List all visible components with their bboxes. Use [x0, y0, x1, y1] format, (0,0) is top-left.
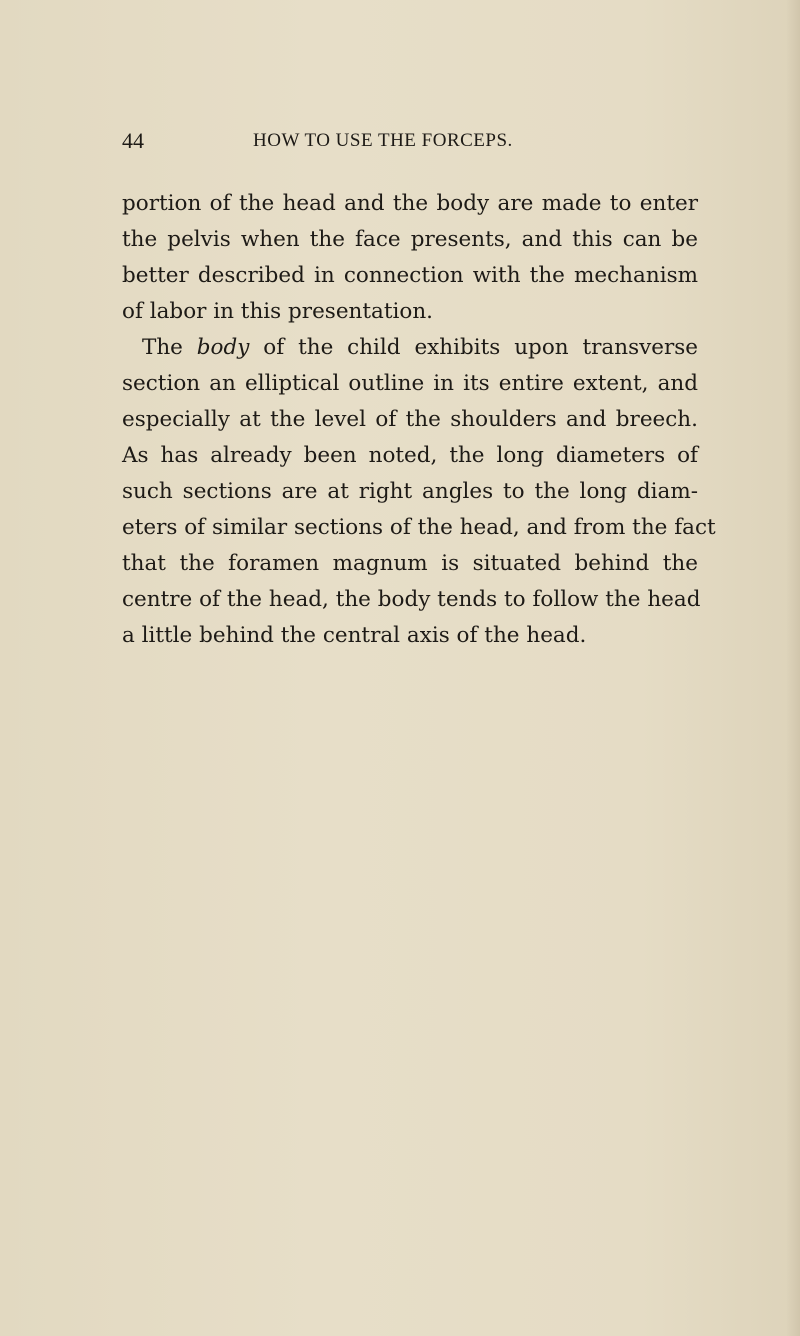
- body-text: [122, 186, 716, 654]
- text-line: a little behind the central axis of the head.: [122, 623, 587, 648]
- italic-word: body: [196, 335, 250, 360]
- text-line: that the foramen magnum is situated behind the: [122, 551, 698, 576]
- text-line: especially at the level of the shoulders and breech.: [122, 407, 698, 432]
- page-number: 44: [122, 128, 144, 153]
- running-head: [0, 128, 800, 162]
- page-edge-shadow: [786, 0, 800, 1336]
- text-line: eters of similar sections of the head, and from the fact: [122, 515, 716, 540]
- text-line: of labor in this presentation.: [122, 299, 434, 324]
- line-end: of the child exhibits upon transverse: [249, 335, 699, 360]
- text-line: such sections are at right angles to the long diam-: [122, 479, 698, 504]
- line-start: The: [142, 335, 197, 360]
- text-line: the pelvis when the face presents, and this can be: [122, 227, 698, 252]
- text-line: centre of the head, the body tends to follow the head: [122, 587, 701, 612]
- text-line: section an elliptical outline in its entire extent, and: [122, 371, 698, 396]
- text-line: As has already been noted, the long diameters of: [122, 443, 698, 468]
- text-line: portion of the head and the body are made to enter: [122, 191, 698, 216]
- text-line: better described in connection with the mechanism: [122, 263, 698, 288]
- running-head-title: HOW TO USE THE FORCEPS.: [253, 130, 513, 151]
- paragraph-first-line: [122, 330, 698, 366]
